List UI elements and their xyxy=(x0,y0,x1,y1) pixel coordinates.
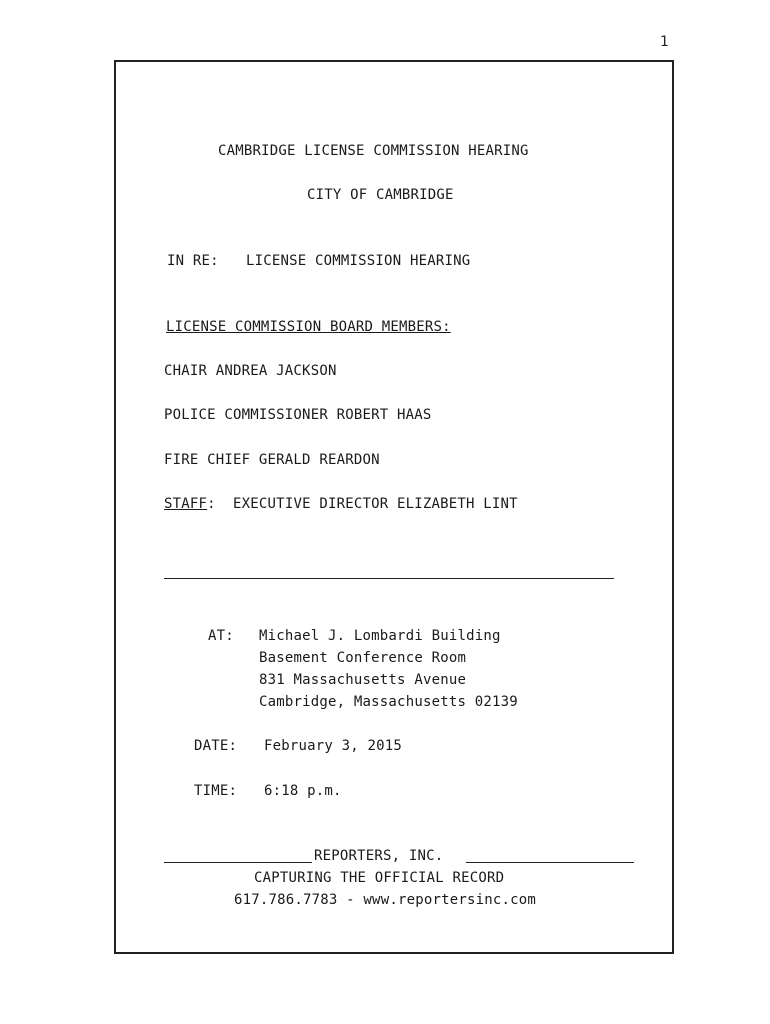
staff-line xyxy=(164,495,518,513)
location-label: AT: xyxy=(208,628,234,644)
in-re-value: LICENSE COMMISSION HEARING xyxy=(246,253,471,269)
location-room: Basement Conference Room xyxy=(259,650,467,666)
footer-rule-right xyxy=(466,862,634,863)
board-members-heading: LICENSE COMMISSION BOARD MEMBERS: xyxy=(166,319,451,335)
location-building: Michael J. Lombardi Building xyxy=(259,628,501,644)
in-re-label: IN RE: xyxy=(167,253,219,269)
board-member-chair: CHAIR ANDREA JACKSON xyxy=(164,363,337,379)
board-member-fire-chief: FIRE CHIEF GERALD REARDON xyxy=(164,452,380,468)
footer-tagline: CAPTURING THE OFFICIAL RECORD xyxy=(254,870,505,886)
section-divider xyxy=(164,578,614,579)
staff-label: STAFF xyxy=(164,496,208,512)
city-subtitle: CITY OF CAMBRIDGE xyxy=(307,187,454,203)
location-street: 831 Massachusetts Avenue xyxy=(259,672,467,688)
footer-company: REPORTERS, INC. xyxy=(314,848,444,864)
staff-value: : EXECUTIVE DIRECTOR ELIZABETH LINT xyxy=(207,496,518,512)
hearing-title: CAMBRIDGE LICENSE COMMISSION HEARING xyxy=(218,143,529,159)
footer-contact: 617.786.7783 - www.reportersinc.com xyxy=(234,892,537,908)
location-city: Cambridge, Massachusetts 02139 xyxy=(259,694,518,710)
board-member-police-commissioner: POLICE COMMISSIONER ROBERT HAAS xyxy=(164,407,432,423)
time-label: TIME: xyxy=(194,783,238,799)
date-label: DATE: xyxy=(194,738,238,754)
time-value: 6:18 p.m. xyxy=(264,783,342,799)
date-value: February 3, 2015 xyxy=(264,738,403,754)
page-number: 1 xyxy=(660,34,669,50)
footer-rule-left xyxy=(164,862,312,863)
